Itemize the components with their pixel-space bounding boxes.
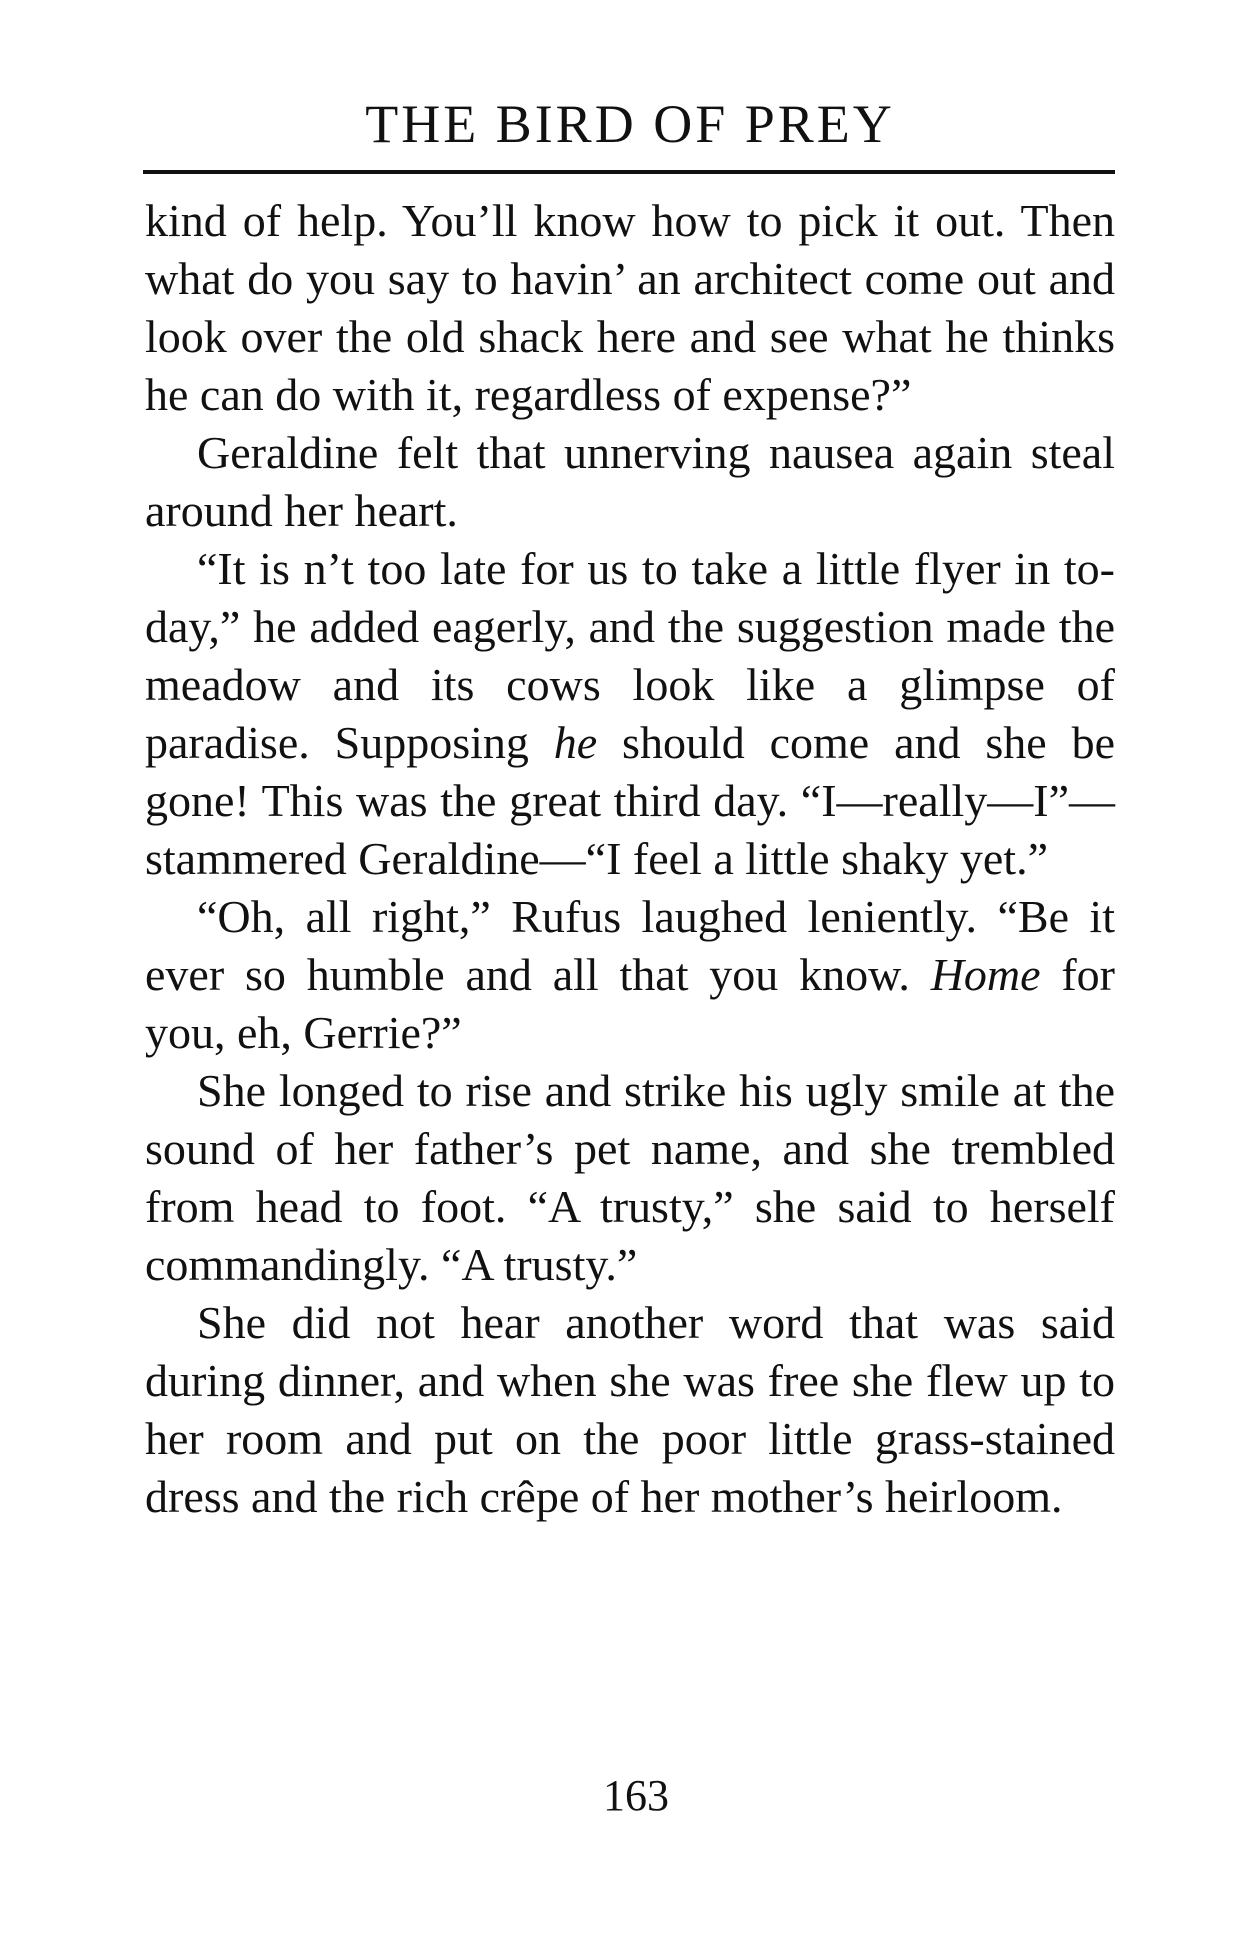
running-head: THE BIRD OF PREY — [365, 94, 895, 154]
page-number: 163 — [603, 1771, 669, 1820]
paragraph-3-text-b: should come and she be gone! This was the great third day. “I—really—I”—stammered Geraldine—“I feel a little shaky yet.” — [145, 717, 1115, 884]
paragraph-1: kind of help. You’ll know how to pick it out. Then what do you say to havin’ an architect come out and look over the old shack here and see what he thinks he can do with it, regardless of expense?” — [145, 195, 1115, 420]
paragraph-4-emphasis: Home — [930, 949, 1041, 1000]
body-text — [145, 192, 1115, 1526]
paragraph-3-emphasis: he — [553, 717, 598, 768]
paragraph-5: She longed to rise and strike his ugly smile at the sound of her father’s pet name, and she trembled from head to foot. “A trusty,” she said to herself commandingly. “A trusty.” — [145, 1065, 1115, 1290]
paragraph-6: She did not hear another word that was said during dinner, and when she was free she flew up to her room and put on the poor little grass-stained dress and the rich crêpe of her mother’s heirloom. — [145, 1297, 1115, 1522]
header-rule — [143, 170, 1115, 174]
paragraph-2: Geraldine felt that unnerving nausea again steal around her heart. — [145, 427, 1115, 536]
paragraph-4-text-a: “Oh, all right,” Rufus laughed leniently. “Be it ever so humble and all that you know. — [145, 891, 1115, 1000]
paragraph-4 — [145, 888, 1115, 1062]
paragraph-3-text-a: “It is n’t too late for us to take a little flyer in to-day,” he added eagerly, and the suggestion made the meadow and its cows look like a glimpse of paradise. Supposing — [145, 543, 1115, 768]
paragraph-3 — [145, 540, 1115, 888]
paragraph-4-text-b: for you, eh, Gerrie?” — [145, 949, 1116, 1058]
